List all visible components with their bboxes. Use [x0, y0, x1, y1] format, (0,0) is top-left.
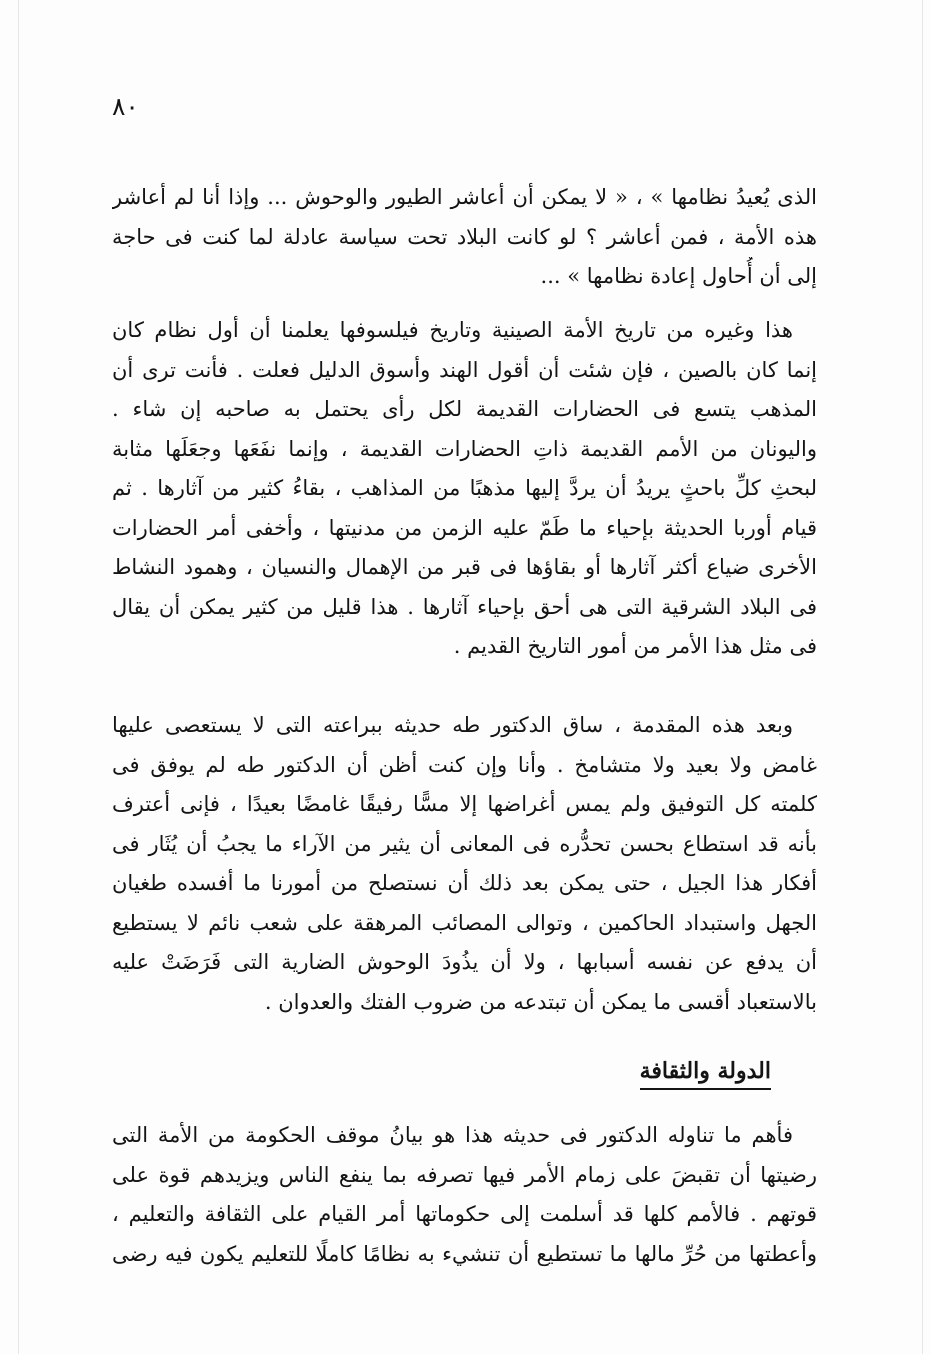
- text-line: هذا وغيره من تاريخ الأمة الصينية وتاريخ فيلسوفها يعلمنا أن أول نظام كان: [112, 318, 793, 342]
- text-line: الجهل واستبداد الحاكمين ، وتوالى المصائب المرهقة على شعب نائم لا يستطيع: [112, 910, 817, 935]
- page-number: ٨٠: [112, 92, 139, 121]
- paragraph-4: [112, 1116, 817, 1274]
- text-line: الأخرى ضياع أكثر آثارها أو بقاؤها فى قبر من الإهمال والنسيان ، وهمود النشاط: [112, 555, 817, 579]
- text-line: إنما كان بالصين ، فإن شئت أن أقول الهند وأسوق الدليل فعلت . فأنت ترى أن: [112, 357, 817, 382]
- text-line: لبحثِ كلِّ باحثٍ يريدُ أن يردَّ إليها مذهبًا من المذاهب ، بقاءُ كثير من آثارها . ثم: [112, 476, 817, 500]
- text-line: قيام أوربا الحديثة بإحياء ما طَمّ عليه الزمن من مدنيتها ، وأخفى أمر الحضارات: [112, 515, 817, 540]
- text-line: كلمته كل التوفيق ولم يمس أغراضها إلا مسًّا رفيقًا غامضًا بعيدًا ، فإنى أعترف: [112, 792, 817, 816]
- text-line: أفكار هذا الجيل ، حتى يمكن بعد ذلك أن نستصلح من أمورنا ما أفسده طغيان: [112, 871, 817, 895]
- scan-edge-right: [922, 0, 923, 1354]
- section-heading: الدولة والثقافة: [640, 1058, 771, 1090]
- text-line: بأنه قد استطاع بحسن تحدُّره فى المعانى أن يثير من الآراء ما يجبُ أن يُثَار فى: [112, 831, 817, 856]
- text-line: فأهم ما تناوله الدكتور فى حديثه هذا هو بيانُ موقف الحكومة من الأمة التى: [112, 1123, 793, 1147]
- text-line: المذهب يتسع فى الحضارات القديمة لكل رأى يحتمل به صاحبه إن شاء .: [112, 397, 817, 421]
- scan-edge-left: [18, 0, 19, 1354]
- text-line: أن يدفع عن نفسه أسبابها ، ولا أن يذُودَ الوحوش الضارية التى فَرَضَتْ عليه: [112, 950, 817, 974]
- paragraph-2: [112, 311, 817, 667]
- text-line: هذه الأمة ، فمن أعاشر ؟ لو كانت البلاد تحت سياسة عادلة لما كنت فى حاجة: [112, 224, 817, 249]
- text-line: فى مثل هذا الأمر من أمور التاريخ القديم .: [453, 634, 817, 658]
- text-line: إلى أن أُحاول إعادة نظامها » ...: [540, 264, 817, 288]
- text-line: الذى يُعيدُ نظامها » ، « لا يمكن أن أعاشر الطيور والوحوش ... وإذا أنا لم أعاشر: [112, 185, 817, 209]
- text-line: واليونان من الأمم القديمة ذاتِ الحضارات القديمة ، وإنما نفَعَها وجعَلَها مثابة: [112, 436, 817, 461]
- text-line: فى البلاد الشرقية التى هى أحق بإحياء آثارها . هذا قليل من كثير يمكن أن يقال: [112, 594, 817, 619]
- text-line: غامض ولا بعيد ولا متشامخ . وأنا وإن كنت أظن أن الدكتور طه لم يوفق فى: [112, 752, 817, 777]
- paragraph-1: [112, 178, 817, 297]
- text-line: رضيتها أن تقبضَ على زمام الأمر فيها تصرفه بما ينفع الناس ويزيدهم قوة على: [112, 1162, 817, 1187]
- text-line: وبعد هذه المقدمة ، ساق الدكتور طه حديثه ببراعته التى لا يستعصى عليها: [112, 713, 793, 737]
- text-line: بالاستعباد أقسى ما يمكن أن تبتدعه من ضروب الفتك والعدوان .: [264, 989, 817, 1014]
- text-line: قوتهم . فالأمم كلها قد أسلمت إلى حكوماتها أمر القيام على الثقافة والتعليم ،: [112, 1202, 817, 1226]
- paragraph-3: [112, 706, 817, 1022]
- text-line: وأعطتها من حُرِّ مالها ما تستطيع أن تنشيء به نظامًا كاملًا للتعليم يكون فيه رضى: [112, 1241, 817, 1266]
